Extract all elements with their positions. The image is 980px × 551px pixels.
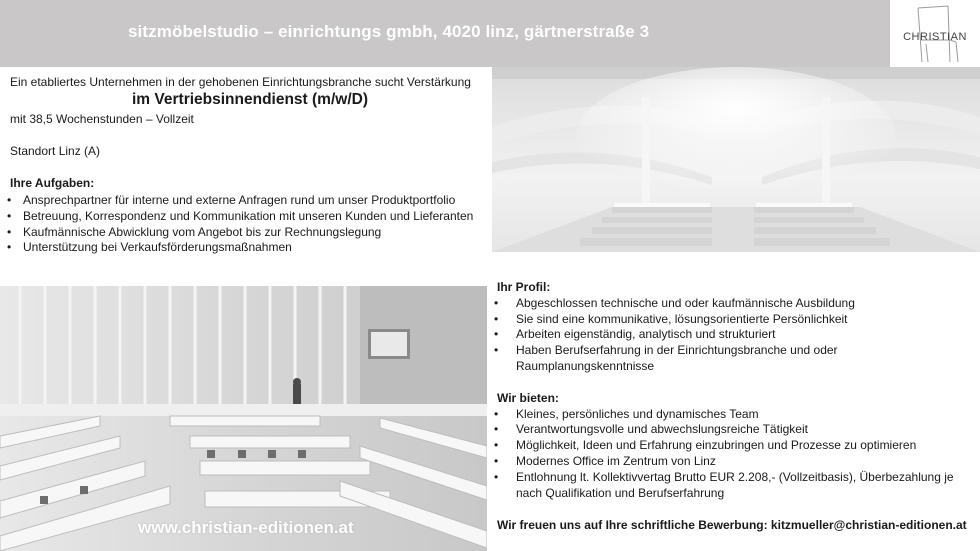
company-header-title: sitzmöbelstudio – einrichtungs gmbh, 4020 linz, gärtnerstraße 3 <box>128 22 650 41</box>
profile-list <box>491 296 976 375</box>
list-item: • Modernes Office im Zentrum von Linz <box>491 454 976 470</box>
tasks-heading: Ihre Aufgaben: <box>10 176 95 190</box>
list-item: • Betreuung, Korrespondenz und Kommunikation mit unseren Kunden und Lieferanten <box>8 209 488 225</box>
list-item: • Arbeiten eigenständig, analytisch und strukturiert <box>491 327 976 343</box>
job-title: im Vertriebsinnendienst (m/w/D) <box>132 91 368 108</box>
list-item: • Ansprechpartner für interne und externe Anfragen rund um unser Produktportfolio <box>8 193 488 209</box>
list-item: • Verantwortungsvolle und abwechslungsreiche Tätigkeit <box>491 422 976 438</box>
list-item: • Entlohnung lt. Kollektivvertag Brutto EUR 2.208,- (Vollzeitbasis), Überbezahlung je nach Qualifikation und Berufserfahrung <box>491 470 976 502</box>
profile-section <box>491 280 976 501</box>
tasks-list <box>8 193 488 256</box>
list-item: • Sie sind eine kommunikative, lösungsorientierte Persönlichkeit <box>491 312 976 328</box>
offer-heading: Wir bieten: <box>497 390 559 405</box>
logo-wordmark: CHRISTIAN <box>903 31 967 43</box>
list-item: • Unterstützung bei Verkaufsförderungsmaßnahmen <box>8 240 488 256</box>
list-item: • Kaufmännische Abwicklung vom Angebot bis zur Rechnungslegung <box>8 225 488 241</box>
closing-application-line: Wir freuen uns auf Ihre schriftliche Bewerbung: kitzmueller@christian-editionen.at <box>497 518 967 532</box>
list-item: • Kleines, persönliches und dynamisches Team <box>491 407 976 423</box>
list-item: • Abgeschlossen technische und oder kaufmännische Ausbildung <box>491 296 976 312</box>
auditorium-photo <box>492 67 980 252</box>
job-intro <box>10 74 490 191</box>
lecture-hall-photo <box>0 286 487 551</box>
profile-heading: Ihr Profil: <box>497 280 551 294</box>
location: Standort Linz (A) <box>10 144 101 158</box>
list-item: • Haben Berufserfahrung in der Einrichtungsbranche und oder Raumplanungskenntnisse <box>491 343 976 375</box>
intro-lead: Ein etabliertes Unternehmen in der gehobenen Einrichtungsbranche sucht Verstärkung <box>10 75 471 89</box>
website-link[interactable]: www.christian-editionen.at <box>138 518 354 537</box>
working-hours: mit 38,5 Wochenstunden – Vollzeit <box>10 112 194 126</box>
offer-list <box>491 407 976 502</box>
christian-logo <box>890 0 980 67</box>
list-item: • Möglichkeit, Ideen und Erfahrung einzubringen und Prozesse zu optimieren <box>491 438 976 454</box>
